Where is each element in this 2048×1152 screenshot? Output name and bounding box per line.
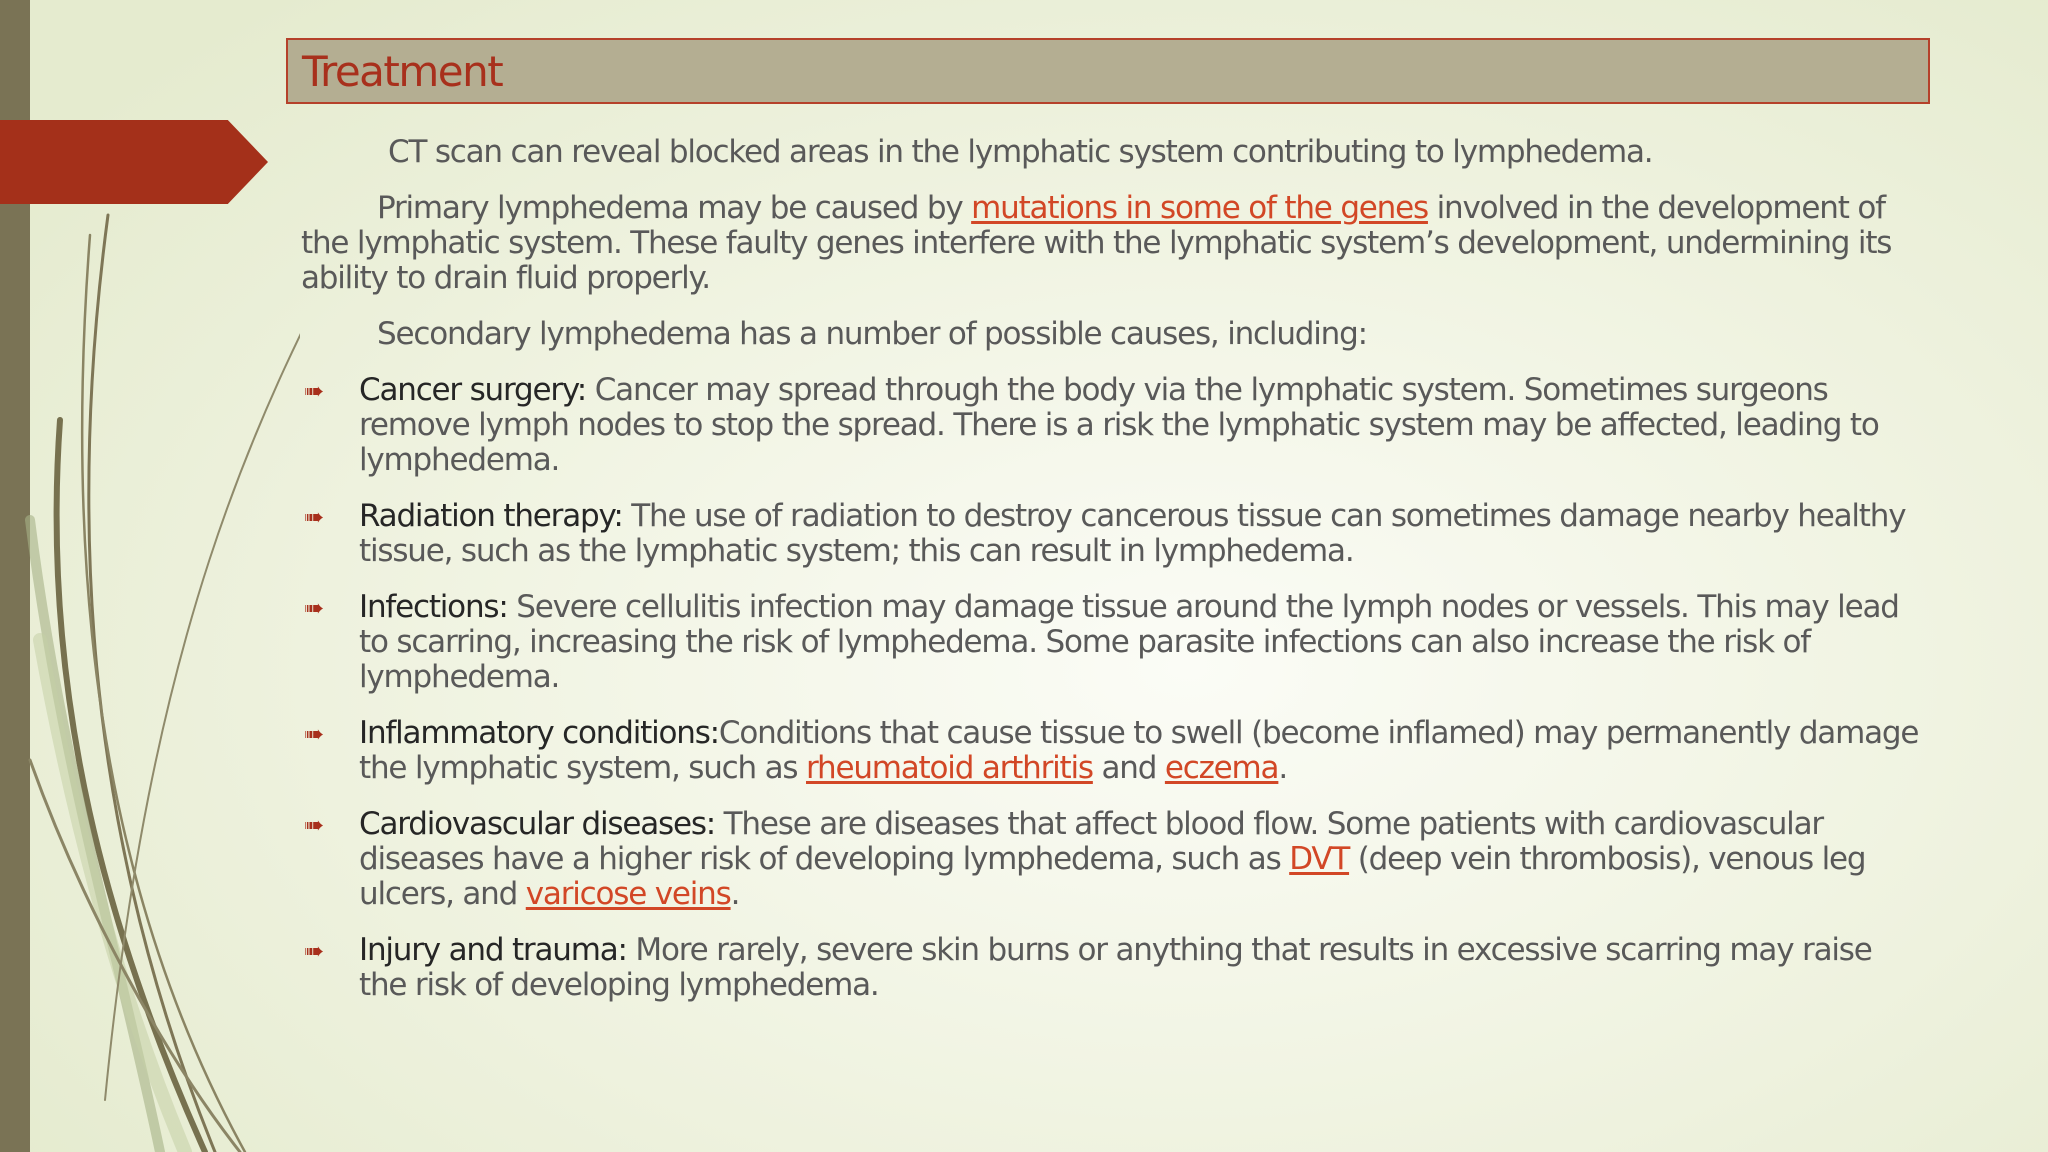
title-banner bbox=[286, 38, 1930, 104]
link-eczema[interactable]: eczema bbox=[1164, 750, 1279, 786]
term-cancer-surgery: Cancer surgery: bbox=[359, 372, 587, 408]
text-radiation-therapy: The use of radiation to destroy cancerous tissue can sometimes damage nearby healthy tissue, such as the lymphatic system; this can result in lymphedema. bbox=[359, 498, 1906, 569]
primary-text-start: Primary lymphedema may be caused by bbox=[377, 190, 972, 226]
red-arrow-banner bbox=[0, 120, 268, 204]
primary-text-end: involved in the development of the lymphatic system. These faulty genes interfere with the lymphatic system’s development, undermining its ability to drain fluid properly. bbox=[301, 190, 1892, 296]
slide-body bbox=[301, 135, 1921, 1024]
text-cardio-2: (deep vein thrombosis), venous leg ulcers, and bbox=[359, 841, 1866, 912]
term-inflammatory-conditions: Inflammatory conditions: bbox=[359, 715, 719, 751]
paragraph-secondary-lymphedema bbox=[301, 317, 1921, 352]
text-inflammatory-2: and bbox=[1092, 750, 1165, 786]
secondary-text: Secondary lymphedema has a number of possible causes, including: bbox=[377, 316, 1367, 352]
text-cardio-3: . bbox=[730, 876, 740, 912]
list-item-infections bbox=[301, 590, 1921, 695]
text-cancer-surgery: Cancer may spread through the body via the lymphatic system. Sometimes surgeons remove lymph nodes to stop the spread. There is a risk the lymphatic system may be affected, leading to lymphedema. bbox=[359, 372, 1879, 478]
right-arrow-bullet-icon: ➠ bbox=[304, 377, 323, 405]
link-dvt[interactable]: DVT bbox=[1289, 841, 1350, 877]
list-item-cardiovascular-diseases bbox=[301, 807, 1921, 912]
list-item-inflammatory-conditions bbox=[301, 716, 1921, 786]
link-rheumatoid-arthritis[interactable]: rheumatoid arthritis bbox=[806, 750, 1093, 786]
term-infections: Infections: bbox=[359, 589, 508, 625]
right-arrow-bullet-icon: ➠ bbox=[304, 594, 323, 622]
paragraph-primary-lymphedema bbox=[301, 191, 1921, 296]
text-infections: Severe cellulitis infection may damage tissue around the lymph nodes or vessels. This may lead to scarring, increasing the risk of lymphedema. Some parasite infections can also increase the risk of lymphedema. bbox=[359, 589, 1899, 695]
right-arrow-bullet-icon: ➠ bbox=[304, 937, 323, 965]
causes-list bbox=[301, 373, 1921, 1003]
term-radiation-therapy: Radiation therapy: bbox=[359, 498, 623, 534]
link-mutations-genes[interactable]: mutations in some of the genes bbox=[971, 190, 1428, 226]
paragraph-ct-scan bbox=[301, 135, 1921, 170]
text-inflammatory-3: . bbox=[1278, 750, 1288, 786]
right-arrow-bullet-icon: ➠ bbox=[304, 720, 323, 748]
link-varicose-veins[interactable]: varicose veins bbox=[525, 876, 731, 912]
slide-title: Treatment bbox=[302, 47, 503, 96]
text-cardio-1: These are diseases that affect blood flow. Some patients with cardiovascular diseases have a higher risk of developing lymphedema, such as bbox=[359, 806, 1823, 877]
right-arrow-bullet-icon: ➠ bbox=[304, 503, 323, 531]
list-item-radiation-therapy bbox=[301, 499, 1921, 569]
list-item-cancer-surgery bbox=[301, 373, 1921, 478]
right-arrow-bullet-icon: ➠ bbox=[304, 811, 323, 839]
text-inflammatory-1: Conditions that cause tissue to swell (become inflamed) may permanently damage the lymphatic system, such as bbox=[359, 715, 1919, 786]
paragraph-ct-text: CT scan can reveal blocked areas in the lymphatic system contributing to lymphedema. bbox=[388, 134, 1653, 170]
list-item-injury-trauma bbox=[301, 933, 1921, 1003]
text-injury-trauma: More rarely, severe skin burns or anything that results in excessive scarring may raise the risk of developing lymphedema. bbox=[359, 932, 1872, 1003]
term-cardiovascular-diseases: Cardiovascular diseases: bbox=[359, 806, 716, 842]
term-injury-trauma: Injury and trauma: bbox=[359, 932, 627, 968]
